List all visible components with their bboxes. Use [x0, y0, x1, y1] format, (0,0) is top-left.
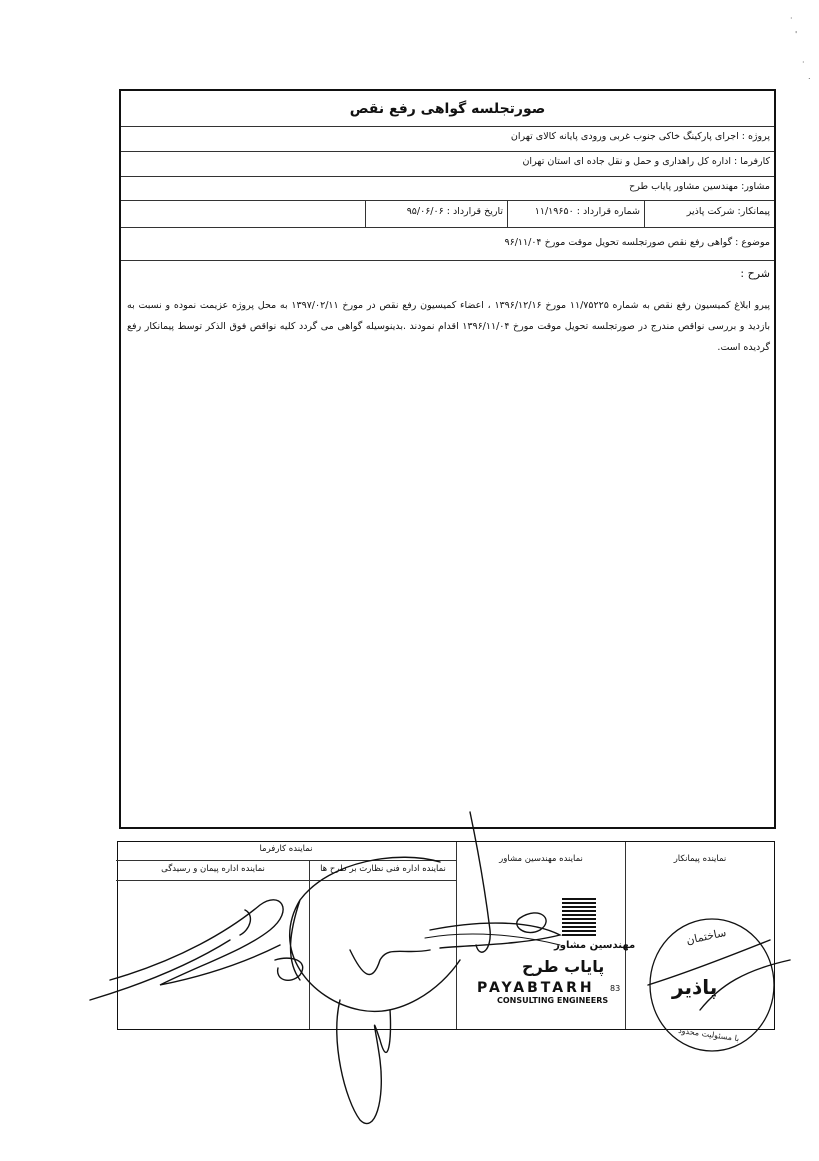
contractor-stamp-line3: با مسئولیت محدود: [677, 1025, 740, 1044]
employer-field: کارفرما : اداره کل راهداری و حمل و نقل جاده ای استان تهران: [522, 156, 770, 167]
consultant-stamp-sub: CONSULTING ENGINEERS: [497, 996, 609, 1005]
consultant-signature: [430, 812, 560, 952]
contractor-stamp-line2: پاذیر: [672, 975, 718, 999]
consultant-field: مشاور: مهندسین مشاور پایاب طرح: [629, 181, 770, 192]
description-text: پیرو ابلاغ کمیسیون رفع نقص به شماره ۱۱/۷۵۲۲۵ مورخ ۱۳۹۶/۱۲/۱۶ ، اعضاء کمیسیون رفع نقص در مورخ ۱۳۹۷/۰۲/۱۱ به محل پروژه عزیمت نموده و نسبت به بازدید و بررسی نواقص مندرج در صورتجلسه تحویل موقت مورخ ۱۳۹۶/۱۱/۰۴ اقدام نمودند .بدینوسیله گواهی می گردد کلیه نواقص فوق الذکر توسط پیمانکار رفع گردیده است.: [127, 300, 770, 353]
employer-signature: [337, 1000, 391, 1124]
contractor-field: پیمانکار: شرکت پاذیر: [644, 201, 774, 227]
contract-date-field: تاریخ قرارداد : ۹۵/۰۶/۰۶: [365, 201, 507, 227]
consultant-stamp-line2: پایاب طرح: [522, 957, 605, 976]
contractor-rep-label: نماینده پیمانکار: [673, 854, 727, 864]
contracts-dept-label: نماینده اداره پیمان و رسیدگی: [161, 864, 265, 874]
consultant-rep-label: نماینده مهندسین مشاور: [499, 854, 583, 864]
design-dept-signature: [290, 857, 460, 1011]
contractor-stamp-line1: ساختمان: [685, 925, 728, 948]
design-dept-label: نماینده اداره فنی نظارت بر طرح ها: [320, 864, 446, 874]
consultant-stamp-number: 83: [610, 984, 621, 993]
project-field: پروژه : اجرای پارکینگ خاکی جنوب غربی ورودی پایانه کالای تهران: [510, 131, 770, 142]
consultant-stamp-line1: مهندسین مشاور: [554, 940, 636, 951]
consultant-stamp-latin: PAYABTARH: [477, 980, 595, 996]
description-heading: شرح :: [740, 267, 770, 280]
contract-number-field: شماره قرارداد : ۱۱/۱۹۶۵۰: [507, 201, 644, 227]
contracts-dept-signature: [110, 900, 283, 985]
form-title: صورتجلسه گواهی رفع نقص: [121, 91, 774, 127]
contractor-stamp-circle: [650, 919, 774, 1051]
contractor-signature: [648, 940, 790, 1010]
employer-rep-label: نماینده کارفرما: [259, 844, 313, 854]
subject-field: موضوع : گواهی رفع نقص صورتجلسه تحویل موقت مورخ ۹۶/۱۱/۰۴: [504, 237, 770, 248]
